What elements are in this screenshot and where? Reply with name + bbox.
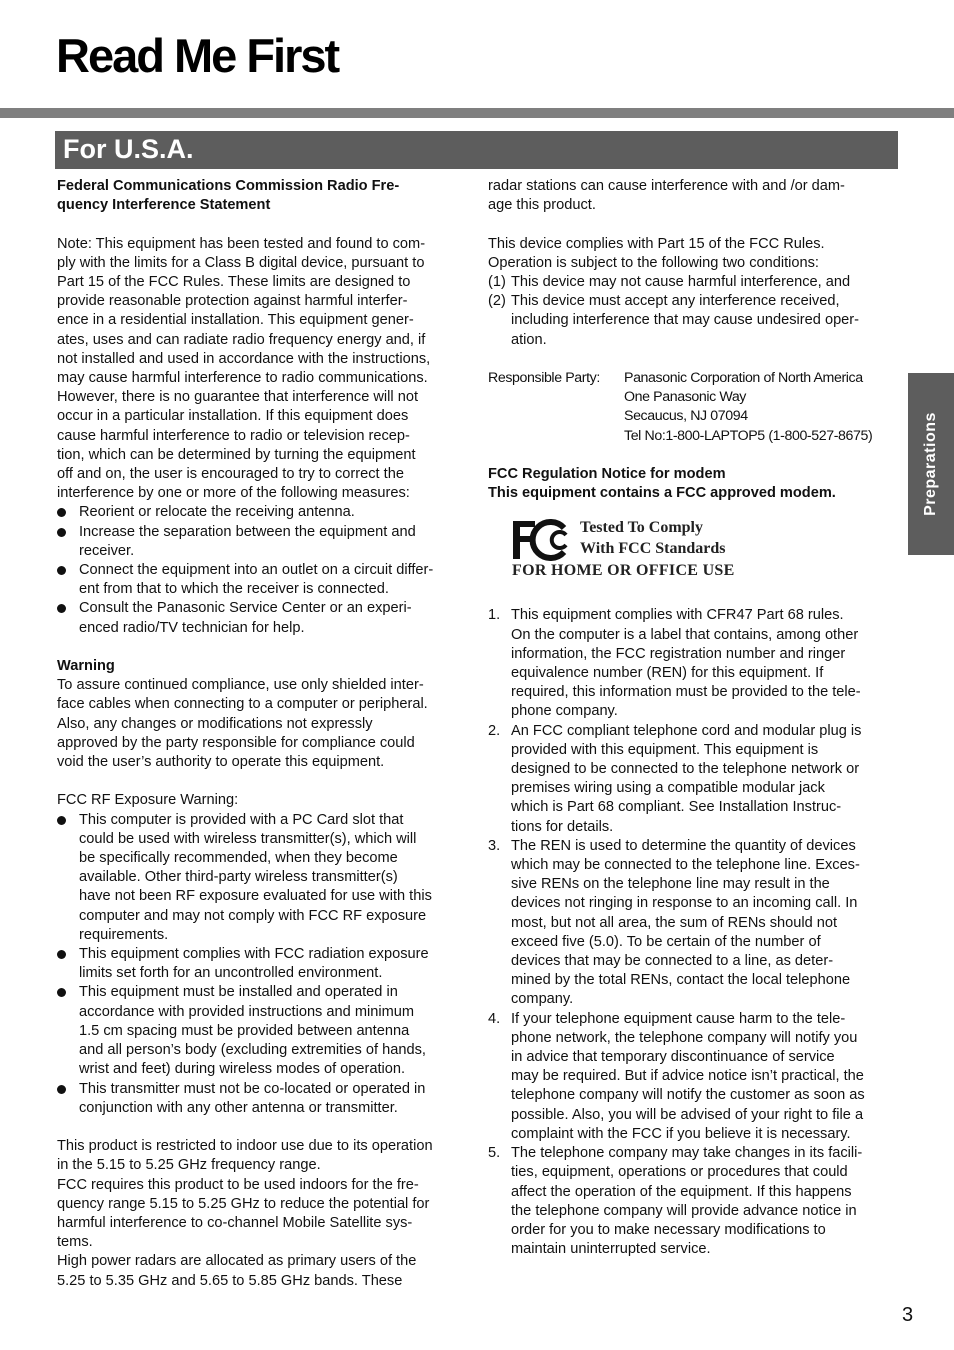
text-line: devices not ringing in response to an incoming call. In (511, 895, 858, 912)
text-line: radar stations can cause interference with and /or dam- (488, 178, 845, 194)
text-line: order for you to make necessary modifications to (511, 1221, 826, 1238)
text-line: devices that may be connected to a line, as deter- (511, 953, 834, 970)
warning-heading: Warning (57, 658, 115, 675)
text-line: This transmitter must not be co-located or operated in (79, 1080, 426, 1097)
bullet-item (57, 599, 467, 637)
page-title: Read Me First (56, 29, 339, 82)
text-line: have not been RF exposure evaluated for use with this (79, 888, 432, 905)
text-line: ation. (511, 331, 547, 348)
responsible-party-address (624, 369, 872, 446)
text-line: designed to be connected to the telephone network or (511, 761, 860, 778)
text-line: This equipment must be installed and operated in (79, 984, 398, 1001)
item-number: 2. (488, 722, 501, 739)
text-line: affect the operation of the equipment. If this happens (511, 1183, 852, 1200)
text-line: This computer is provided with a PC Card slot that (79, 811, 404, 828)
text-line: receiver. (79, 542, 135, 559)
text-line: tions for details. (511, 818, 614, 835)
conditions-list (488, 273, 898, 350)
part15-paragraph (488, 235, 898, 273)
text-line: Increase the separation between the equipment and (79, 523, 416, 540)
text-line: not installed and used in accordance with the instructions, (57, 350, 431, 367)
note-paragraph (57, 235, 467, 504)
fcc-logo-icon (512, 519, 576, 561)
text-line: the telephone company will provide advance notice in (511, 1202, 857, 1219)
text-line: ence in a residential installation. This equipment gener- (57, 312, 414, 329)
address-line: One Panasonic Way (624, 389, 747, 406)
text-line: face cables when connecting to a computer or peripheral. (57, 696, 428, 713)
text-line: ates, uses and can radiate radio frequency energy and, if (57, 331, 426, 348)
text-line: interference by one or more of the following measures: (57, 485, 410, 502)
warning-paragraph (57, 676, 467, 772)
text-line: equivalence number (REN) for this equipment. If (511, 665, 824, 682)
text-line: This equipment complies with CFR47 Part 68 rules. (511, 607, 844, 624)
text-line: cause harmful interference to radio or television recep- (57, 427, 410, 444)
text-line: This device may not cause harmful interference, and (511, 274, 851, 290)
text-line: phone company. (511, 703, 618, 720)
condition-number: (1) (488, 274, 506, 290)
text-line: Note: This equipment has been tested and found to com- (57, 235, 426, 252)
text-line: phone network, the telephone company will notify you (511, 1029, 858, 1046)
section-title: For U.S.A. (63, 134, 194, 164)
bullet-item (57, 561, 467, 599)
text-line: telephone company will notify the customer as soon as (511, 1087, 865, 1104)
text-line: This device must accept any interference received, (511, 293, 840, 310)
text-line: may cause harmful interference to radio communications. (57, 370, 428, 387)
text-line: mined by the total RENs, contact the local telephone (511, 972, 851, 989)
text-line: premises wiring using a compatible modular jack (511, 780, 825, 797)
responsible-party-label: Responsible Party: (488, 370, 600, 386)
rf-exposure-list (57, 811, 467, 1118)
text-line: requirements. (79, 926, 169, 943)
fcc-logo-line: FOR HOME OR OFFICE USE (512, 562, 735, 580)
top-rule (0, 108, 954, 118)
measures-list (57, 503, 467, 637)
bullet-item (57, 945, 467, 983)
section-header (55, 131, 898, 169)
fcc-statement-heading (57, 177, 467, 215)
item-number: 5. (488, 1145, 501, 1162)
modem-notice-heading-line: This equipment contains a FCC approved modem. (488, 485, 836, 502)
address-line: Secaucus, NJ 07094 (624, 408, 748, 425)
numbered-item (488, 606, 898, 721)
fcc-logo-line: With FCC Standards (580, 540, 726, 558)
modem-notice-heading (488, 465, 898, 503)
text-line: harmful interference to co-channel Mobile Satellite sys- (57, 1214, 413, 1231)
side-tab-preparations (908, 373, 954, 555)
text-line: off and on, the user is encouraged to try to correct the (57, 466, 404, 483)
text-line: sive RENs on the telephone line may result in the (511, 876, 830, 893)
text-line: Connect the equipment into an outlet on a circuit differ- (79, 562, 434, 579)
condition-number: (2) (488, 293, 506, 310)
text-line: complaint with the FCC if you believe it is necessary. (511, 1125, 851, 1142)
text-line: provide reasonable protection against harmful interfer- (57, 293, 408, 310)
radar-paragraph (488, 177, 898, 215)
text-line: which is Part 68 compliant. See Installation Instruc- (511, 799, 842, 816)
text-line: which may be connected to the telephone line. Exces- (511, 857, 860, 874)
numbered-item (488, 1144, 898, 1259)
bullet-item (57, 811, 467, 945)
text-line: An FCC compliant telephone cord and modular plug is (511, 722, 862, 739)
text-line: This equipment complies with FCC radiation exposure (79, 946, 429, 963)
text-line: If your telephone equipment cause harm to the tele- (511, 1010, 846, 1027)
fcc-logo-line: Tested To Comply (580, 519, 703, 537)
text-line: Consult the Panasonic Service Center or an experi- (79, 600, 412, 617)
fcc-statement-heading-line: Federal Communications Commission Radio Fre- (57, 178, 400, 194)
right-column (488, 177, 898, 1259)
text-line: void the user’s authority to operate this equipment. (57, 754, 385, 771)
modem-rules-list (488, 606, 898, 1259)
text-line: quency range 5.15 to 5.25 GHz to reduce the potential for (57, 1195, 430, 1212)
text-line: The telephone company may take changes in its facili- (511, 1145, 863, 1162)
left-column (57, 177, 467, 1291)
side-tab-label: Preparations (922, 412, 939, 516)
text-line: Part 15 of the FCC Rules. These limits are designed to (57, 274, 411, 290)
condition-item (488, 273, 898, 292)
text-line: and all person’s body (excluding extremities of hands, (79, 1042, 426, 1059)
item-number: 3. (488, 837, 501, 854)
text-line: age this product. (488, 197, 596, 214)
text-line: possible. Also, you will be advised of your right to file a (511, 1106, 864, 1123)
bullet-item (57, 983, 467, 1079)
text-line: could be used with wireless transmitter(s), which will (79, 830, 417, 847)
text-line: company. (511, 991, 574, 1008)
text-line: in advice that temporary discontinuance of service (511, 1049, 835, 1066)
indoor-use-paragraph (57, 1137, 467, 1291)
bullet-item (57, 503, 467, 522)
text-line: in the 5.15 to 5.25 GHz frequency range. (57, 1157, 321, 1174)
text-line: conjunction with any other antenna or transmitter. (79, 1099, 398, 1116)
fcc-compliance-logo (488, 516, 898, 590)
text-line: maintain uninterrupted service. (511, 1241, 711, 1258)
text-line: be specifically recommended, when they become (79, 850, 398, 867)
address-line: Panasonic Corporation of North America (624, 370, 863, 386)
text-line: High power radars are allocated as primary users of the (57, 1253, 417, 1270)
text-line: FCC requires this product to be used indoors for the fre- (57, 1176, 419, 1193)
text-line: 1.5 cm spacing must be provided between antenna (79, 1022, 410, 1039)
numbered-item (488, 1010, 898, 1144)
text-line: ply with the limits for a Class B digital device, pursuant to (57, 254, 425, 271)
text-line: To assure continued compliance, use only shielded inter- (57, 677, 424, 694)
bullet-item (57, 523, 467, 561)
text-line: ties, equipment, operations or procedures that could (511, 1164, 848, 1181)
text-line: information, the FCC registration number and ringer (511, 645, 846, 662)
rf-exposure-heading: FCC RF Exposure Warning: (57, 792, 239, 809)
text-line: limits set forth for an uncontrolled environment. (79, 965, 383, 982)
numbered-item (488, 722, 898, 837)
text-line: available. Other third-party wireless transmitter(s) (79, 869, 398, 886)
text-line: occur in a particular installation. If this equipment does (57, 408, 409, 425)
text-line: The REN is used to determine the quantity of devices (511, 837, 856, 854)
text-line: required, this information must be provided to the tele- (511, 684, 861, 701)
numbered-item (488, 837, 898, 1010)
text-line: exceed five (5.0). To be certain of the number of (511, 933, 821, 950)
text-line: wrist and feet) during wireless modes of operation. (79, 1061, 406, 1078)
condition-item (488, 292, 898, 350)
text-line: This product is restricted to indoor use due to its operation (57, 1138, 433, 1155)
fcc-statement-heading-line: quency Interference Statement (57, 197, 271, 214)
text-line: tion, which can be determined by turning the equipment (57, 446, 416, 463)
address-line: Tel No:1-800-LAPTOP5 (1-800-527-8675) (624, 427, 873, 444)
text-line: Also, any changes or modifications not expressly (57, 715, 373, 732)
page-number: 3 (902, 1304, 914, 1326)
text-line: including interference that may cause undesired oper- (511, 312, 860, 329)
text-line: However, there is no guarantee that interference will not (57, 389, 418, 406)
item-number: 1. (488, 607, 501, 624)
text-line: Reorient or relocate the receiving antenna. (79, 504, 355, 521)
text-line: On the computer is a label that contains, among other (511, 626, 859, 643)
text-line: Operation is subject to the following two conditions: (488, 254, 819, 271)
text-line: computer and may not comply with FCC RF exposure (79, 907, 427, 924)
responsible-party (488, 369, 898, 446)
text-line: approved by the party responsible for compliance could (57, 734, 415, 751)
modem-notice-heading-line: FCC Regulation Notice for modem (488, 466, 726, 482)
text-line: accordance with provided instructions and minimum (79, 1003, 415, 1020)
text-line: ent from that to which the receiver is connected. (79, 581, 389, 598)
text-line: enced radio/TV technician for help. (79, 619, 305, 636)
text-line: 5.25 to 5.35 GHz and 5.65 to 5.85 GHz bands. These (57, 1272, 403, 1289)
bullet-item (57, 1080, 467, 1118)
text-line: most, but not all area, the sum of RENs should not (511, 914, 838, 931)
text-line: provided with this equipment. This equipment is (511, 741, 819, 758)
item-number: 4. (488, 1010, 501, 1027)
text-line: This device complies with Part 15 of the FCC Rules. (488, 235, 825, 252)
text-line: may be required. But if advice notice isn’t practical, the (511, 1068, 864, 1085)
text-line: tems. (57, 1234, 93, 1251)
